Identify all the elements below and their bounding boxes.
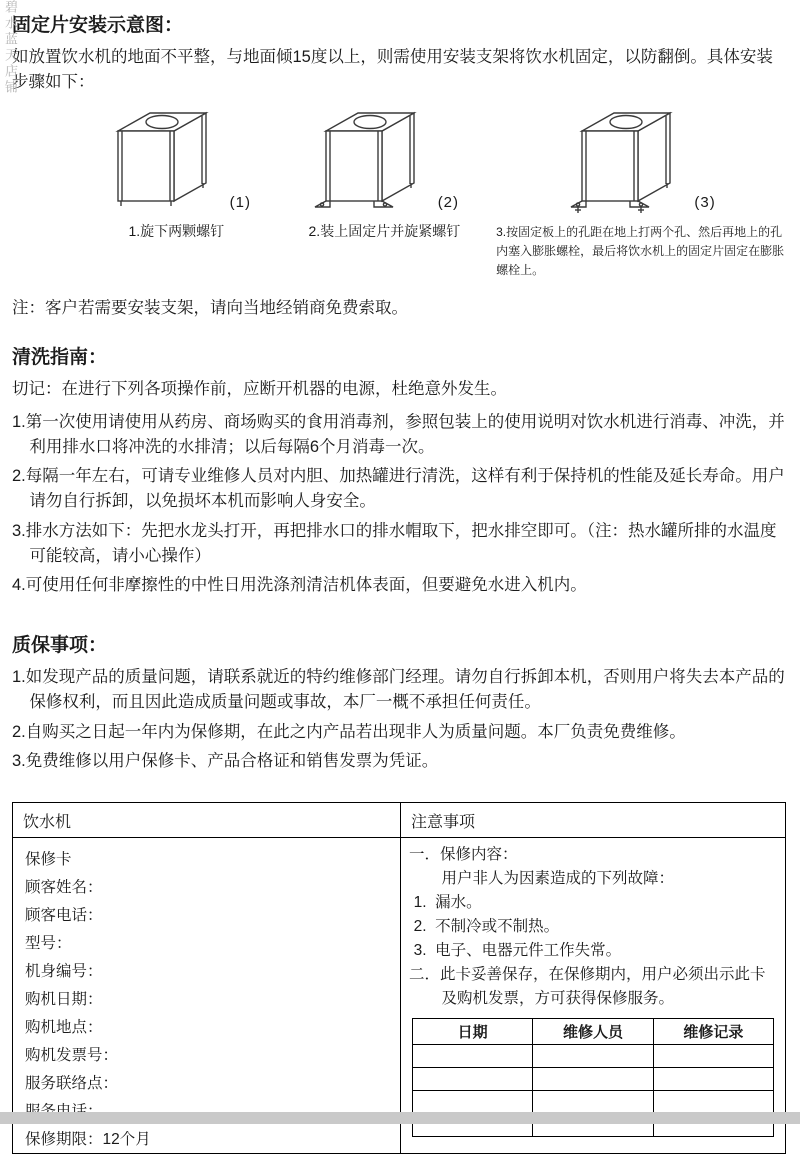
card-line-customer-phone: 顾客电话：: [25, 907, 103, 925]
repair-cell-empty: [533, 1045, 653, 1068]
repair-cell-empty: [653, 1045, 773, 1068]
card-right-body: [401, 838, 785, 1137]
figure-label-2: (2): [437, 193, 460, 211]
card-line-purchase-place: 购机地点：: [25, 1019, 103, 1037]
repair-table-header-row: [413, 1019, 774, 1045]
figure-step-1: [82, 105, 271, 281]
notice-fault-2: 2. 不制冷或不制热。: [413, 918, 560, 936]
repair-cell-empty: [653, 1068, 773, 1091]
card-line-warranty-period: 保修期限：12个月: [25, 1131, 151, 1149]
installation-figures-row: [12, 105, 786, 281]
install-section-title: 固定片安装示意图：: [12, 15, 184, 36]
install-note: 注：客户若需要安装支架，请向当地经销商免费索取。: [12, 299, 408, 318]
notice-fault-3: 3. 电子、电器元件工作失常。: [413, 942, 622, 960]
card-right-header: 注意事项: [401, 803, 785, 838]
install-intro-text: 如放置饮水机的地面不平整，与地面倾15度以上，则需使用安装支架将饮水机固定，以防翻倒。具体安装步骤如下：: [12, 48, 773, 91]
card-line-invoice-number: 购机发票号：: [25, 1047, 119, 1065]
warranty-section: [12, 630, 786, 774]
figure-step-2: [283, 105, 487, 281]
cleaning-section-title: 清洗指南：: [12, 347, 108, 369]
card-line-service-contact: 服务联络点：: [25, 1075, 119, 1093]
figure-area-1: [102, 105, 251, 217]
notice-section2-text: 二．此卡妥善保存，在保修期内，用户必须出示此卡及购机发票，方可获得保修服务。: [409, 966, 766, 1008]
figure-caption-3: 3.按固定板上的孔距在地上打两个孔、然后再地上的孔内塞入膨胀螺栓，最后将饮水机上的固定片固定在膨胀螺栓上。: [496, 224, 785, 277]
warranty-item-2: 2.自购买之日起一年内为保修期，在此之内产品若出现非人为质量问题。本厂负责免费维修。: [12, 722, 686, 741]
repair-cell-empty: [533, 1068, 653, 1091]
warranty-item-1: 1.如发现产品的质量问题，请联系就近的特约维修部门经理。请勿自行拆卸本机，否则用户将失去本产品的保修权利，而且因此造成质量问题或事故，本厂一概不承担任何责任。: [12, 668, 785, 711]
figure-label-1: (1): [229, 193, 251, 211]
card-line-model: 型号：: [25, 935, 72, 953]
notice-section1-subtitle: 用户非人为因素造成的下列故障：: [441, 870, 675, 888]
card-line-customer-name: 顾客姓名：: [25, 879, 103, 897]
figure-caption-1: 1.旋下两颗螺钉: [128, 222, 225, 239]
repair-cell-empty: [533, 1091, 653, 1114]
warranty-card: [12, 802, 786, 1154]
water-dispenser-illustration-3: [566, 105, 682, 217]
figure-label-3: (3): [694, 193, 716, 211]
cleaning-warning: 切记：在进行下列各项操作前，应断开机器的电源，杜绝意外发生。: [12, 380, 507, 399]
repair-empty-row: [413, 1091, 774, 1114]
warranty-section-title: 质保事项：: [12, 635, 108, 657]
water-dispenser-illustration-1: [102, 105, 218, 217]
repair-cell-empty: [413, 1068, 533, 1091]
figure-area-3: [566, 105, 715, 217]
card-left-header: 饮水机: [13, 803, 400, 838]
water-dispenser-illustration-2: [310, 105, 426, 217]
figure-caption-2: 2.装上固定片并旋紧螺钉: [308, 222, 461, 239]
repair-cell-empty: [413, 1045, 533, 1068]
cleaning-item-4: 4.可使用任何非摩擦性的中性日用洗涤剂清洁机体表面，但要避免水进入机内。: [12, 576, 587, 595]
repair-col-date: 日期: [413, 1019, 533, 1045]
warranty-card-left: [13, 803, 401, 1153]
repair-col-technician: 维修人员: [533, 1019, 653, 1045]
repair-cell-empty: [413, 1091, 533, 1114]
repair-empty-row: [413, 1045, 774, 1068]
figure-area-2: [310, 105, 459, 217]
card-line-serial-number: 机身编号：: [25, 963, 103, 981]
repair-col-record: 维修记录: [653, 1019, 773, 1045]
cleaning-section: [12, 342, 786, 598]
notice-fault-1: 1. 漏水。: [413, 894, 482, 912]
figure-step-3: [496, 105, 786, 281]
cleaning-item-2: 2.每隔一年左右，可请专业维修人员对内胆、加热罐进行清洗，这样有利于保持机的性能及延长寿命。用户请勿自行拆卸，以免损坏本机而影响人身安全。: [12, 467, 785, 511]
card-line-warranty-card: 保修卡: [25, 851, 72, 869]
cleaning-item-1: 1.第一次使用请使用从药房、商场购买的食用消毒剂，参照包装上的使用说明对饮水机进行消毒、冲洗，并利用排水口将冲洗的水排清；以后每隔6个月消毒一次。: [12, 412, 785, 456]
card-line-purchase-date: 购机日期：: [25, 991, 103, 1009]
cleaning-item-3: 3.排水方法如下：先把水龙头打开，再把排水口的排水帽取下，把水排空即可。（注：热水罐所排的水温度可能较高，请小心操作）: [12, 521, 777, 565]
repair-cell-empty: [653, 1091, 773, 1114]
warranty-card-right: [401, 803, 785, 1153]
store-watermark: 碧水蓝天店铺: [3, 0, 18, 96]
notice-section1-title: 一．保修内容：: [409, 846, 518, 864]
warranty-item-3: 3.免费维修以用户保修卡、产品合格证和销售发票为凭证。: [12, 752, 439, 771]
repair-empty-row: [413, 1068, 774, 1091]
page-bottom-strip: [0, 1112, 800, 1124]
